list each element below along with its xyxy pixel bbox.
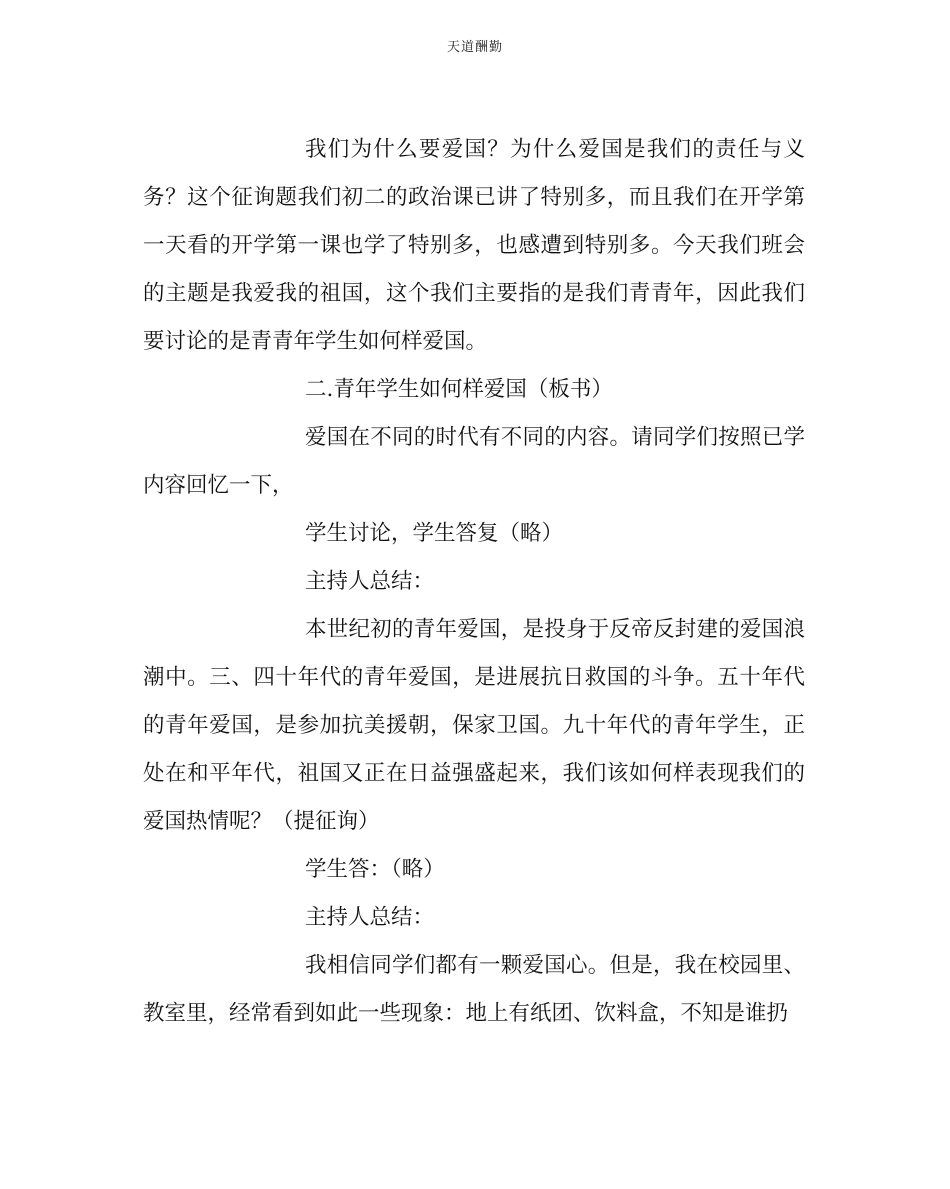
- paragraph-1: 我们为什么要爱国？为什么爱国是我们的责任与义务？这个征询题我们初二的政治课已讲了特别多，而且我们在开学第一天看的开学第一课也学了特别多，也感遭到特别多。今天我们班会的主题是我爱我的祖国，这个我们主要指的是我们青青年，因此我们要讨论的是青青年学生如何样爱国。: [143, 137, 805, 354]
- paragraph-7: 学生答：（略）: [305, 857, 445, 882]
- paragraph-2: 二.青年学生如何样爱国（板书）: [305, 377, 613, 402]
- document-body: [143, 126, 805, 1038]
- paragraph-4: 学生讨论，学生答复（略）: [305, 521, 564, 546]
- paragraph-5: 主持人总结：: [305, 569, 435, 594]
- paragraph-6: 本世纪初的青年爱国，是投身于反帝反封建的爱国浪潮中。三、四十年代的青年爱国，是进展抗日救国的斗争。五十年代的青年爱国，是参加抗美援朝，保家卫国。九十年代的青年学生，正处在和平年代，祖国又正在日益强盛起来，我们该如何样表现我们的爱国热情呢？（提征询）: [143, 617, 805, 834]
- paragraph-8: 主持人总结：: [305, 905, 435, 930]
- paragraph-3: 爱国在不同的时代有不同的内容。请同学们按照已学内容回忆一下，: [143, 425, 805, 498]
- paragraph-9: 我相信同学们都有一颗爱国心。但是，我在校园里、教室里，经常看到如此一些现象：地上有纸团、饮料盒，不知是谁扔: [143, 953, 805, 1026]
- page-header: 天道酬勤: [446, 40, 503, 55]
